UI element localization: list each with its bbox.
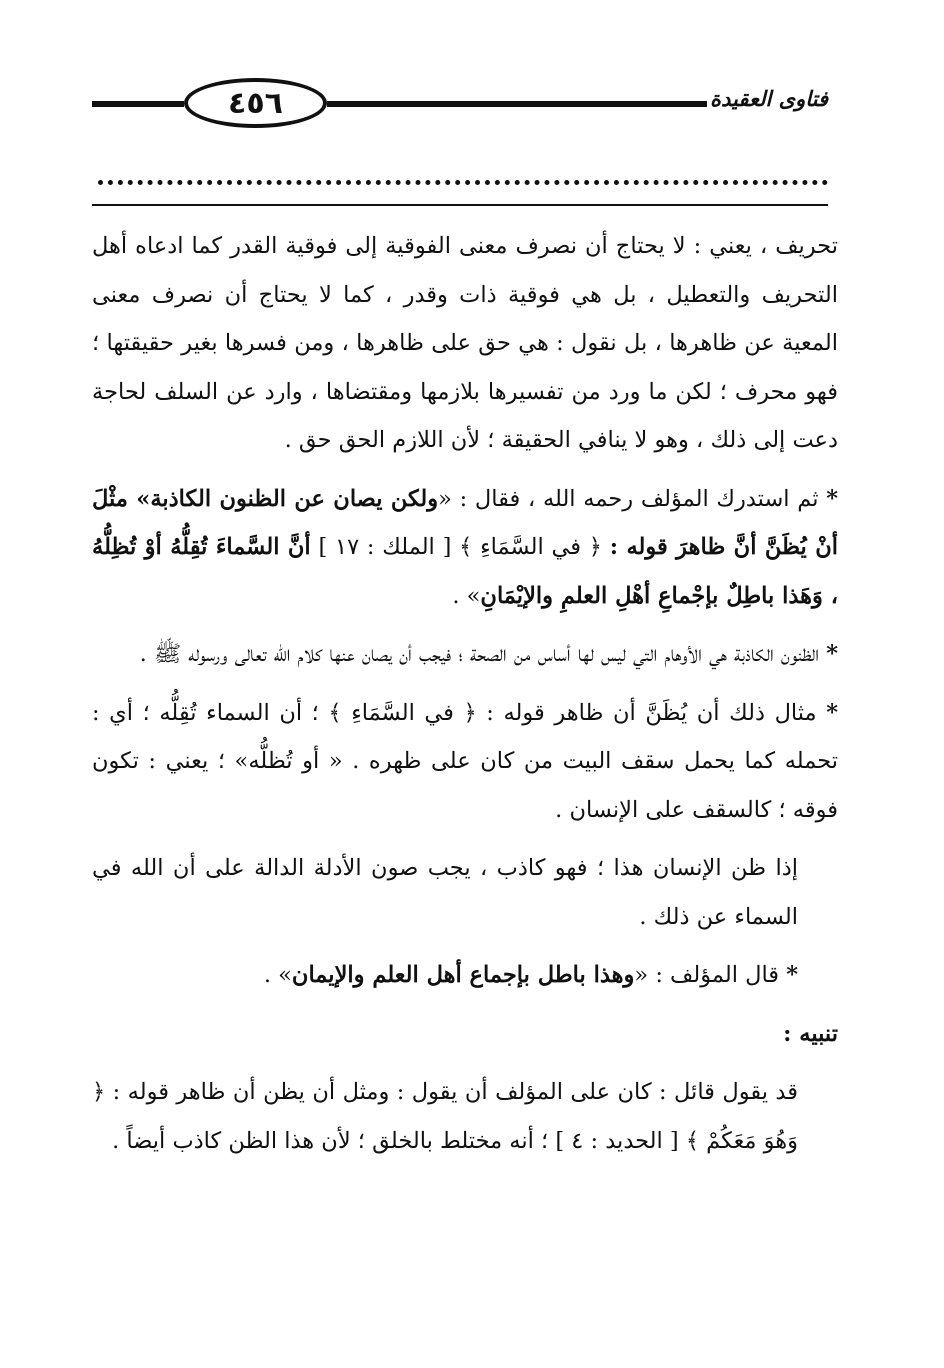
header-rule-right bbox=[327, 101, 707, 107]
paragraph-6 bbox=[92, 951, 838, 1000]
top-rule bbox=[92, 204, 828, 206]
paragraph-2-intro: ثم استدرك المؤلف رحمه الله ، فقال : « bbox=[438, 485, 819, 512]
paragraph-2-bold-2: أنَّ السَّماءَ تُقِلُّهُ أوْ تُظِلُّهُ ، وَهَذا باطِلٌ بإجْماعِ أهْلِ العلمِ والإيْمَانِ bbox=[92, 534, 838, 609]
page-body bbox=[92, 222, 838, 1165]
paragraph-4 bbox=[92, 689, 838, 835]
quran-reference-1: [ الملك : ١٧ ] bbox=[318, 534, 452, 560]
quran-quote-1: ﴿ في السَّمَاءِ ﴾ bbox=[459, 534, 602, 560]
note-heading: تنبيه : bbox=[783, 1020, 838, 1047]
header-rule-left bbox=[92, 101, 184, 107]
paragraph-6-bold: وهذا باطل بإجماع أهل العلم والإيمان bbox=[291, 962, 635, 988]
paragraph-1: تحريف ، يعني : لا يحتاج أن نصرف معنى الفوقية إلى فوقية القدر كما ادعاه أهل التحريف والتعطيل ، بل هي فوقية ذات وقدر ، كما لا يحتاج أن نصرف معنى المعية عن ظاهرها ، بل نقول : هي حق على ظاهرها ، ومن فسرها بغير حقيقتها ؛ فهو محرف ؛ لكن ما ورد من تفسيرها بلازمها ومقتضاها ، وارد عن السلف لحاجة دعت إلى ذلك ، وهو لا ينافي الحقيقة ؛ لأن اللازم الحق حق . bbox=[92, 233, 838, 453]
paragraph-7: قد يقول قائل : كان على المؤلف أن يقول : ومثل أن يظن أن ظاهر قوله : ﴿ وَهُوَ مَعَكُمْ ﴾ [ الحديد : ٤ ] ؛ أنه مختلط بالخلق ؛ لأن هذا الظن كاذب أيضاً . bbox=[92, 1079, 798, 1154]
bullet-star: * bbox=[826, 641, 838, 667]
paragraph-6-end: » . bbox=[263, 962, 292, 988]
page-header bbox=[92, 78, 828, 130]
bullet-star: * bbox=[826, 699, 838, 726]
paragraph-2-bold-1: ولكن يصان عن الظنون الكاذبة» مثْلَ أنْ يُظَنَّ أنَّ ظاهرَ قوله : bbox=[92, 485, 838, 560]
bullet-star: * bbox=[826, 485, 838, 512]
dotted-separator bbox=[98, 160, 828, 185]
bullet-star: * bbox=[786, 962, 798, 988]
book-title: فتاوى العقيدة bbox=[709, 86, 828, 111]
paragraph-3 bbox=[92, 630, 838, 679]
paragraph-3-text: الظنون الكاذبة هي الأوهام التي ليس لها أساس من الصحة ؛ فيجب أن يصان عنها كلام الله تعالى ورسوله ﷺ . bbox=[139, 641, 820, 667]
paragraph-2-end: » . bbox=[452, 582, 481, 609]
paragraph-4-text: مثال ذلك أن يُظَنَّ أن ظاهر قوله : ﴿ في السَّمَاءِ ﴾ ؛ أن السماء تُقِلُّه ؛ أي : تحمله كما يحمل سقف البيت من كان على ظهره . « أو تُظلُّه» ؛ يعني : تكون فوقه ؛ كالسقف على الإنسان . bbox=[92, 699, 838, 823]
paragraph-5: إذا ظن الإنسان هذا ؛ فهو كاذب ، يجب صون الأدلة الدالة على أن الله في السماء عن ذلك . bbox=[92, 855, 798, 930]
paragraph-6-intro: قال المؤلف : « bbox=[634, 962, 780, 988]
page-number: ٤٥٦ bbox=[184, 78, 327, 128]
paragraph-2 bbox=[92, 475, 838, 621]
